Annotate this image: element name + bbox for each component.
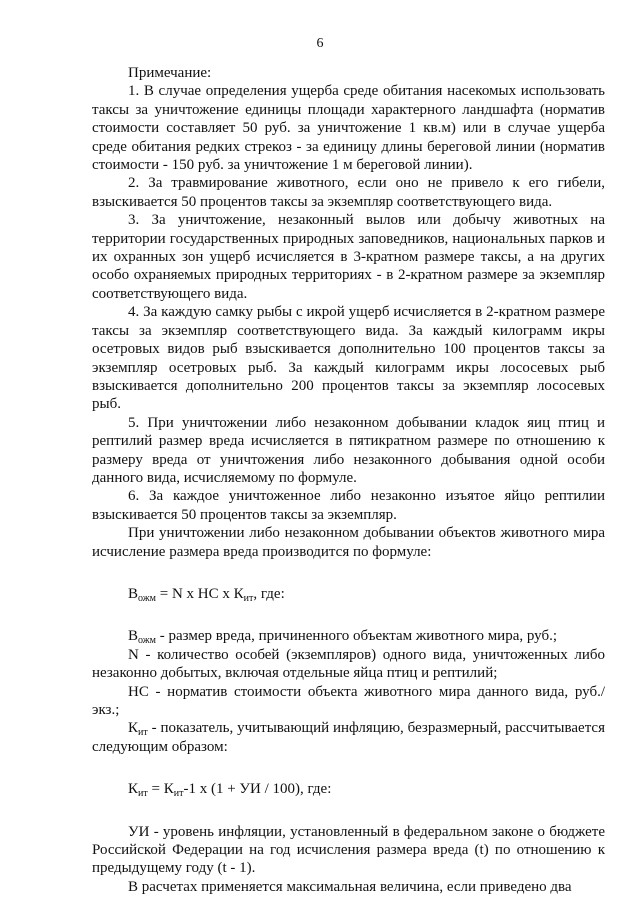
definition-k-text: - показатель, учитывающий инфляцию, безразмерный, рассчитывается следующим образом: bbox=[92, 720, 605, 755]
last-line: В расчетах применяется максимальная величина, если приведено два bbox=[128, 878, 572, 895]
formula-inflation-eq: = К bbox=[147, 781, 174, 798]
formula-inflation-rhs-sub: ит bbox=[173, 788, 184, 800]
definition-b-text: - размер вреда, причиненного объектам животного мира, руб.; bbox=[156, 628, 558, 645]
note-1: 1. В случае определения ущерба среде обитания насекомых использовать таксы за уничтожение единицы площади характерного ландшафта (норматив стоимости составляет 50 руб. за уничтожение 1 кв.м) или в случае ущерба среде обитания редких стрекоз - за единицу длины береговой линии (норматив стоимости - 150 руб. за уничтожение 1 м береговой линии). bbox=[92, 83, 605, 174]
formula-damage-lhs-sub: ожм bbox=[138, 592, 157, 604]
definition-ui: УИ - уровень инфляции, установленный в федеральном законе о бюджете Российской Федерации на год исчисления размера вреда (t) по отношению к предыдущему году (t - 1). bbox=[92, 823, 605, 877]
formula-damage-tail: , где: bbox=[253, 585, 285, 602]
spacer bbox=[92, 799, 605, 823]
formula-inflation bbox=[92, 780, 605, 798]
note-title: Примечание: bbox=[128, 65, 212, 81]
definition-n: N - количество особей (экземпляров) одного вида, уничтоженных либо незаконно добытых, включая отдельные яйца птиц и рептилий; bbox=[92, 646, 605, 682]
formula-inflation-lhs: К bbox=[128, 781, 139, 798]
definition-k-sub: ит bbox=[138, 727, 148, 739]
note-5: 5. При уничтожении либо незаконном добывании кладок яиц птиц и рептилий размер вреда исчисляется в пятикратном размере по отношению к размеру вреда от уничтожения либо незаконного добывания одной особи данного вида, исчисляемому по формуле. bbox=[92, 414, 605, 486]
definition-k-symbol: К bbox=[128, 720, 139, 737]
definition-b-sub: ожм bbox=[138, 635, 157, 647]
note-3: 3. За уничтожение, незаконный вылов или добычу животных на территории государственных природных заповедников, национальных парков и их охранных зон ущерб исчисляется в 3-кратном размере таксы, а на других особо охраняемых природных территориях - в 2-кратном размере за экземпляр соответствующего вида. bbox=[92, 212, 605, 302]
definition-hc: НС - норматив стоимости объекта животного мира данного вида, руб./экз.; bbox=[92, 683, 605, 718]
formula-damage-lhs: В bbox=[128, 585, 139, 602]
formula-inflation-lhs-sub: ит bbox=[138, 788, 148, 800]
note-2: 2. За травмирование животного, если оно не привело к его гибели, взыскивается 50 процентов таксы за экземпляр соответствующего вида. bbox=[92, 175, 605, 210]
definition-b-symbol: В bbox=[128, 628, 139, 645]
formula-damage bbox=[92, 585, 605, 603]
spacer bbox=[92, 756, 605, 780]
spacer bbox=[92, 603, 605, 627]
definition-b bbox=[92, 627, 605, 645]
formula-damage-k-sub: ит bbox=[243, 592, 254, 604]
page-content bbox=[92, 64, 605, 896]
note-4: 4. За каждую самку рыбы с икрой ущерб исчисляется в 2-кратном размере таксы за экземпляр соответствующего вида. За каждый килограмм икры осетровых видов рыб взыскивается дополнительно 100 процентов таксы за экземпляр осетровых рыб. За каждый килограмм икры лососевых рыб взыскивается дополнительно 200 процентов таксы за экземпляр лососевых рыб. bbox=[92, 304, 605, 413]
spacer bbox=[92, 561, 605, 585]
intro-paragraph: При уничтожении либо незаконном добывании объектов животного мира исчисление размера вреда производится по формуле: bbox=[92, 525, 605, 560]
page-number: 6 bbox=[316, 36, 324, 51]
note-6: 6. За каждое уничтоженное либо незаконно изъятое яйцо рептилии взыскивается 50 процентов таксы за экземпляр. bbox=[92, 488, 605, 523]
definition-k bbox=[92, 719, 605, 756]
formula-inflation-tail: -1 х (1 + УИ / 100), где: bbox=[183, 781, 332, 798]
formula-damage-middle: = N х НС х К bbox=[156, 585, 244, 602]
